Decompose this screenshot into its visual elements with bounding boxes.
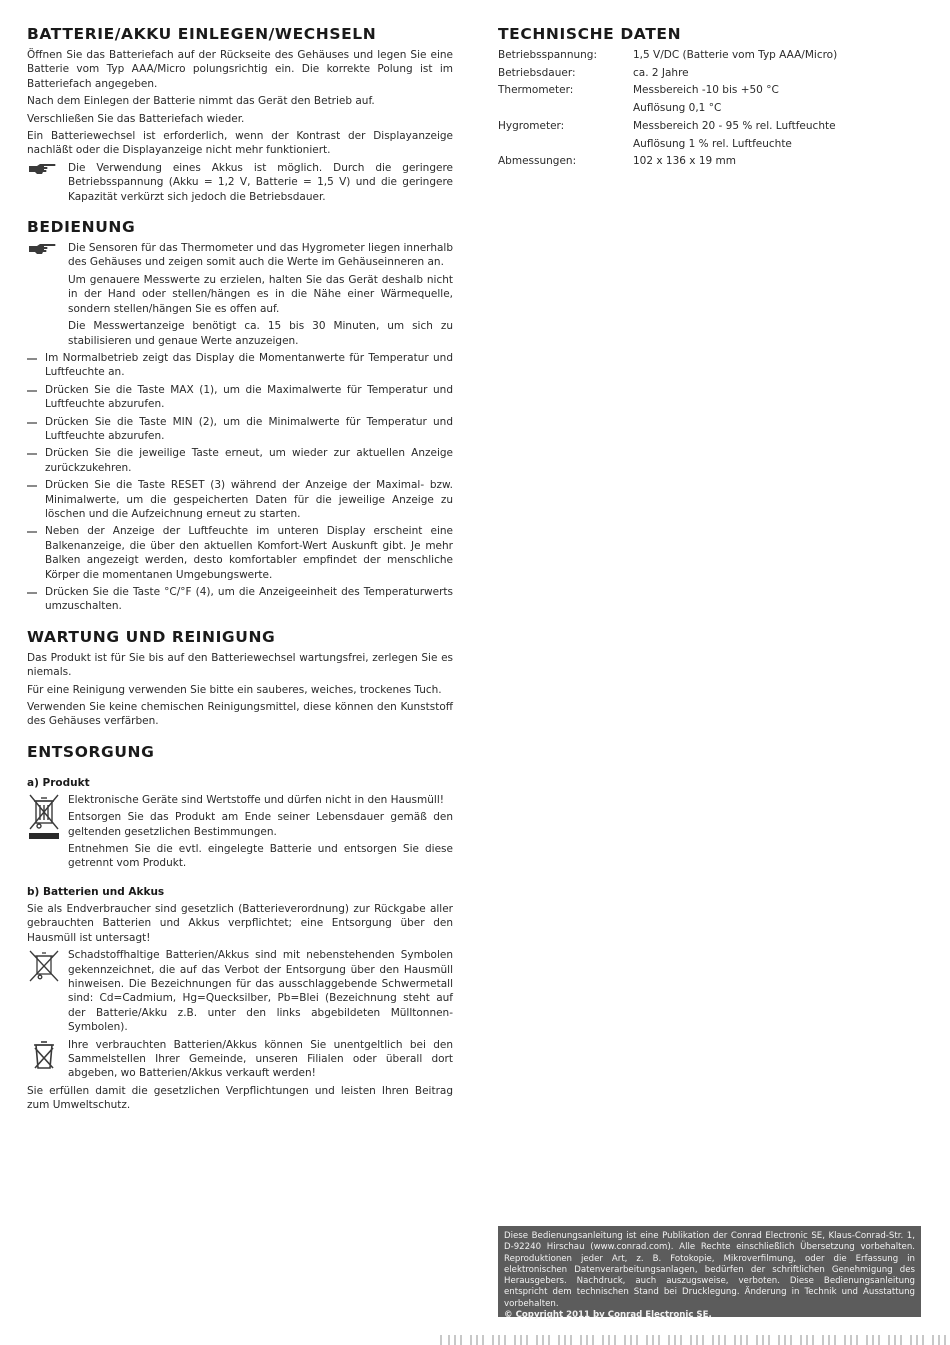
left-column (27, 25, 453, 1127)
print-marks-graphic (440, 1335, 950, 1345)
table-row (498, 119, 837, 137)
list-item: Drücken Sie die Taste °C/°F (4), um die Anzeigeeinheit des Temperaturwerts umzuschalten. (27, 585, 453, 614)
battery-section (27, 25, 453, 204)
pointing-hand-icon (28, 242, 56, 256)
tech-label: Abmessungen: (498, 155, 577, 168)
battery-disposal-heading: b) Batterien und Akkus (27, 885, 165, 898)
tech-value: Auflösung 1 % rel. Luftfeuchte (633, 137, 792, 150)
tech-value: Messbereich -10 bis +50 °C (633, 84, 779, 97)
table-row (498, 66, 837, 84)
pointing-hand-icon (28, 162, 56, 176)
disposal-section (27, 743, 453, 1113)
maintenance-paragraph: Für eine Reinigung verwenden Sie bitte ein sauberes, weiches, trockenes Tuch. (27, 683, 442, 696)
note-text: Die Messwertanzeige benötigt ca. 15 bis 30 Minuten, um sich zu stabilisieren und genaue Werte anzuzeigen. (68, 320, 453, 347)
list-item: Neben der Anzeige der Luftfeuchte im unteren Display erscheint eine Balkenanzeige, die über den aktuellen Komfort-Wert Auskunft gibt. Je mehr Balken angezeigt werden, desto komfortabler empfindet der menschliche Körper die momentanen Umgebungswerte. (27, 524, 453, 582)
table-row (498, 101, 837, 119)
table-row (498, 154, 837, 172)
battery-disposal-text: Sie als Endverbraucher sind gesetzlich (Batterieverordnung) zur Rückgabe aller gebrauchten Batterien und Akkus verpflichtet; eine Entsorgung über den Hausmüll ist untersagt! (27, 902, 453, 944)
battery-symbols (27, 948, 453, 1034)
battery-disposal-text: Ihre verbrauchten Batterien/Akkus können Sie unentgeltlich bei den Sammelstellen Ihrer Gemeinde, unseren Filialen oder überall dort abgeben, wo Batterien/Akkus verkauft werden! (68, 1038, 453, 1080)
operation-title: BEDIENUNG (27, 218, 136, 237)
battery-title: BATTERIE/AKKU EINLEGEN/WECHSELN (27, 25, 377, 43)
operation-list (27, 351, 453, 614)
tech-value: 102 x 136 x 19 mm (633, 155, 737, 168)
tech-label (498, 101, 633, 119)
product-text: Entsorgen Sie das Produkt am Ende seiner Lebensdauer gemäß den geltenden gesetzlichen Bestimmungen. (68, 811, 453, 838)
battery-disposal-text: Sie erfüllen damit die gesetzlichen Verpflichtungen und leisten Ihren Beitrag zum Umweltschutz. (27, 1084, 453, 1112)
imprint-box (498, 1226, 921, 1321)
crossed-out-battery-bin-icon (27, 948, 61, 984)
table-row (498, 48, 837, 66)
tech-label (498, 137, 633, 155)
tech-value: 1,5 V/DC (Batterie vom Typ AAA/Micro) (633, 49, 838, 61)
maintenance-paragraph: Das Produkt ist für Sie bis auf den Batteriewechsel wartungsfrei, zerlegen Sie es niemals. (27, 651, 453, 679)
product-text: Elektronische Geräte sind Wertstoffe und dürfen nicht in den Hausmüll! (68, 793, 444, 806)
tech-value: Messbereich 20 - 95 % rel. Luftfeuchte (633, 119, 836, 132)
table-row (498, 137, 837, 155)
list-item: Drücken Sie die Taste RESET (3) während der Anzeige der Maximal- bzw. Minimalwerte, um die gespeicherten Daten für die jeweilige Anzeige zu löschen und die Aufzeichnung erneut zu starten. (27, 478, 453, 521)
tech-label: Betriebsdauer: (498, 66, 576, 79)
note-text: Um genauere Messwerte zu erzielen, halten Sie das Gerät deshalb nicht in der Hand oder stellen/hängen es in die Nähe einer Wärmequelle, sondern stellen/hängen Sie es offen auf. (68, 273, 453, 315)
list-item: Drücken Sie die Taste MAX (1), um die Maximalwerte für Temperatur und Luftfeuchte abzurufen. (27, 383, 453, 412)
maintenance-paragraph: Verwenden Sie keine chemischen Reinigungsmittel, diese können den Kunststoff des Gehäuses verfärben. (27, 701, 453, 728)
list-item: Drücken Sie die jeweilige Taste erneut, um wieder zur aktuellen Anzeige zurückzukehren. (27, 446, 453, 475)
operation-note (27, 241, 453, 348)
dash-bullet-icon (27, 422, 37, 424)
maintenance-title: WARTUNG UND REINIGUNG (27, 627, 276, 646)
battery-paragraph: Nach dem Einlegen der Batterie nimmt das Gerät den Betrieb auf. (27, 95, 375, 108)
battery-paragraph: Ein Batteriewechsel ist erforderlich, wenn der Kontrast der Displayanzeige nachläßt oder die Displayanzeige nicht mehr funktioniert. (27, 130, 453, 157)
list-item: Im Normalbetrieb zeigt das Display die Momentanwerte für Temperatur und Luftfeuchte an. (27, 351, 453, 380)
dash-bullet-icon (27, 358, 37, 360)
tech-label: Betriebsspannung: (498, 49, 598, 61)
tech-table (498, 48, 837, 172)
dash-bullet-icon (27, 485, 37, 487)
battery-disposal-text: Schadstoffhaltige Batterien/Akkus sind mit nebenstehenden Symbolen gekennzeichnet, die auf das Verbot der Entsorgung über den Hausmüll hinweisen. Die Bezeichnungen für das ausschlaggebende Schwermetall sind: Cd=Cadmium, Hg=Quecksilber, Pb=Blei (Bezeichnung steht auf der Batterie/Akku z.B. unter den links abgebildeten Mülltonnen-Symbolen). (68, 949, 453, 1034)
tech-value: Auflösung 0,1 °C (633, 102, 722, 115)
dash-bullet-icon (27, 453, 37, 455)
crossed-out-recycle-bin-icon (27, 1038, 61, 1072)
dash-bullet-icon (27, 592, 37, 594)
table-row (498, 83, 837, 101)
list-item: Drücken Sie die Taste MIN (2), um die Minimalwerte für Temperatur und Luftfeuchte abzurufen. (27, 415, 453, 444)
product-heading: a) Produkt (27, 776, 90, 789)
tech-label: Thermometer: (498, 84, 574, 97)
tech-value: ca. 2 Jahre (633, 66, 689, 79)
imprint-text: Diese Bedienungsanleitung ist eine Publikation der Conrad Electronic SE, Klaus-Conrad-Str. 1, D-92240 Hirschau (www.conrad.com). Alle Rechte einschließlich Übersetzung vorbehalten. Reproduktionen jeder Art, z. B. Fotokopie, Mikroverfilmung, oder die Erfassung in elektronischen Datenverarbeitungsanlagen, bedürfen der schriftlichen Genehmigung des Herausgebers. Nachdruck, auch auszugsweise, verboten. Diese Bedienungsanleitung entspricht dem technischen Stand bei Drucklegung. Änderung in Technik und Ausstattung vorbehalten. (504, 1231, 915, 1309)
product-text: Entnehmen Sie die evtl. eingelegte Batterie und entsorgen Sie diese getrennt vom Produkt. (68, 843, 453, 870)
crossed-out-wheelie-bin-icon (27, 793, 61, 841)
disposal-title: ENTSORGUNG (27, 742, 155, 761)
dash-bullet-icon (27, 390, 37, 392)
product-disposal (27, 793, 453, 871)
note-text: Die Verwendung eines Akkus ist möglich. Durch die geringere Betriebsspannung (Akku = 1,2 V, Batterie = 1,5 V) und die geringere Kapazität verkürzt sich jedoch die Betriebsdauer. (68, 161, 453, 203)
battery-paragraph: Öffnen Sie das Batteriefach auf der Rückseite des Gehäuses und legen Sie eine Batterie vom Typ AAA/Micro polungsrichtig ein. Die korrekte Polung ist im Batteriefach angegeben. (27, 49, 453, 90)
print-marks (440, 1335, 950, 1345)
tech-label: Hygrometer: (498, 119, 565, 132)
right-column (498, 25, 924, 172)
dash-bullet-icon (27, 531, 37, 533)
note-text: Die Sensoren für das Thermometer und das Hygrometer liegen innerhalb des Gehäuses und zeigen somit auch die Werte im Gehäuseinneren an. (68, 242, 453, 269)
battery-note (27, 161, 453, 204)
battery-return (27, 1038, 453, 1081)
battery-paragraph: Verschließen Sie das Batteriefach wieder. (27, 112, 245, 125)
tech-title: TECHNISCHE DATEN (498, 25, 682, 43)
copyright-text: © Copyright 2011 by Conrad Electronic SE. (504, 1310, 712, 1321)
operation-section (27, 218, 453, 614)
maintenance-section (27, 628, 453, 729)
